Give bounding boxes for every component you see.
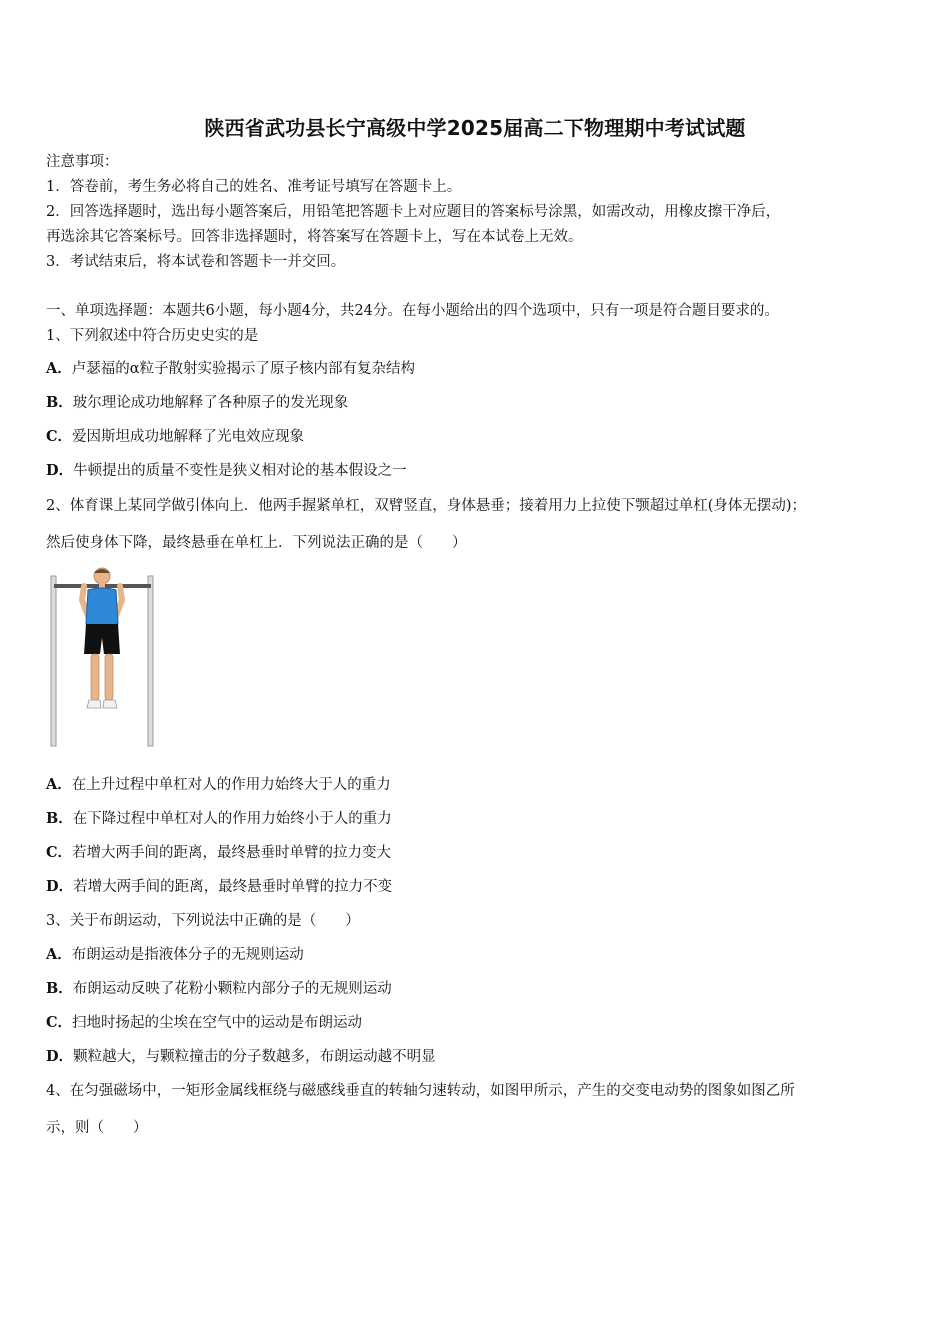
- black-shorts: [84, 624, 120, 654]
- question-2-option-c: [46, 843, 391, 863]
- option-letter: A．: [46, 776, 72, 793]
- question-2-stem-line-2: 然后使身体下降，最终悬垂在单杠上．下列说法正确的是（ ）: [46, 535, 467, 551]
- right-shoe: [103, 700, 117, 708]
- question-2-option-a: [46, 775, 391, 795]
- option-text: 卢瑟福的α粒子散射实验揭示了原子核内部有复杂结构: [71, 361, 416, 377]
- option-letter: B．: [46, 980, 73, 997]
- left-post: [51, 576, 56, 746]
- option-letter: D．: [46, 878, 74, 895]
- question-3-option-b: [46, 979, 392, 999]
- question-3-option-d: [46, 1047, 436, 1067]
- question-1-option-a: [46, 359, 415, 379]
- left-shoe: [87, 700, 101, 708]
- notice-item-2: 2．回答选择题时，选出每小题答案后，用铅笔把答题卡上对应题目的答案标号涂黑，如需改动，用橡皮擦干净后，: [46, 204, 781, 220]
- question-4-stem-line-2: 示，则（ ）: [46, 1120, 148, 1136]
- option-text: 在上升过程中单杠对人的作用力始终大于人的重力: [71, 777, 391, 793]
- blue-shirt: [86, 588, 118, 626]
- pull-up-figure: [46, 566, 160, 748]
- option-letter: D．: [46, 462, 74, 479]
- question-1-option-c: [46, 427, 304, 447]
- option-text: 牛顿提出的质量不变性是狭义相对论的基本假设之一: [73, 463, 407, 479]
- right-leg: [105, 654, 113, 700]
- option-text: 扫地时扬起的尘埃在空气中的运动是布朗运动: [72, 1015, 363, 1031]
- hair: [94, 569, 110, 573]
- option-letter: C．: [46, 1014, 73, 1031]
- notice-item-2-cont: 再选涂其它答案标号。回答非选择题时，将答案写在答题卡上，写在本试卷上无效。: [46, 229, 583, 245]
- section-heading: 一、单项选择题：本题共6小题，每小题4分，共24分。在每小题给出的四个选项中，只有一项是符合题目要求的。: [46, 303, 779, 319]
- notice-item-3: 3．考试结束后，将本试卷和答题卡一并交回。: [46, 254, 346, 270]
- option-text: 布朗运动是指液体分子的无规则运动: [71, 947, 304, 963]
- notice-item-1: 1．答卷前，考生务必将自己的姓名、准考证号填写在答题卡上。: [46, 179, 462, 195]
- question-4-stem-line-1: 4、在匀强磁场中，一矩形金属线框绕与磁感线垂直的转轴匀速转动，如图甲所示，产生的交变电动势的图象如图乙所: [46, 1083, 795, 1099]
- notice-heading: 注意事项：: [46, 154, 119, 170]
- question-2-stem-line-1: 2、体育课上某同学做引体向上．他两手握紧单杠，双臂竖直，身体悬垂；接着用力上拉使下颚超过单杠(身体无摆动)；: [46, 498, 807, 514]
- option-letter: B．: [46, 810, 73, 827]
- question-3-option-a: [46, 945, 304, 965]
- option-letter: D．: [46, 1048, 74, 1065]
- option-text: 若增大两手间的距离，最终悬垂时单臂的拉力不变: [73, 879, 393, 895]
- option-text: 爱因斯坦成功地解释了光电效应现象: [72, 429, 305, 445]
- right-post: [148, 576, 153, 746]
- question-2-option-b: [46, 809, 392, 829]
- question-3-stem: 3、关于布朗运动，下列说法中正确的是（ ）: [46, 913, 360, 929]
- question-3-option-c: [46, 1013, 362, 1033]
- option-text: 布朗运动反映了花粉小颗粒内部分子的无规则运动: [72, 981, 392, 997]
- option-letter: C．: [46, 428, 73, 445]
- page-title: 陕西省武功县长宁高级中学2025届高二下物理期中考试试题: [204, 116, 746, 140]
- question-1-option-d: [46, 461, 407, 481]
- option-text: 颗粒越大，与颗粒撞击的分子数越多，布朗运动越不明显: [73, 1049, 436, 1065]
- option-text: 玻尔理论成功地解释了各种原子的发光现象: [72, 395, 349, 411]
- neck: [99, 583, 105, 588]
- question-1-option-b: [46, 393, 348, 413]
- option-text: 若增大两手间的距离，最终悬垂时单臂的拉力变大: [72, 845, 392, 861]
- option-text: 在下降过程中单杠对人的作用力始终小于人的重力: [72, 811, 392, 827]
- left-leg: [91, 654, 99, 700]
- question-1-stem: 1、下列叙述中符合历史史实的是: [46, 328, 259, 344]
- option-letter: C．: [46, 844, 73, 861]
- option-letter: B．: [46, 394, 73, 411]
- question-2-option-d: [46, 877, 392, 897]
- option-letter: A．: [46, 360, 72, 377]
- option-letter: A．: [46, 946, 72, 963]
